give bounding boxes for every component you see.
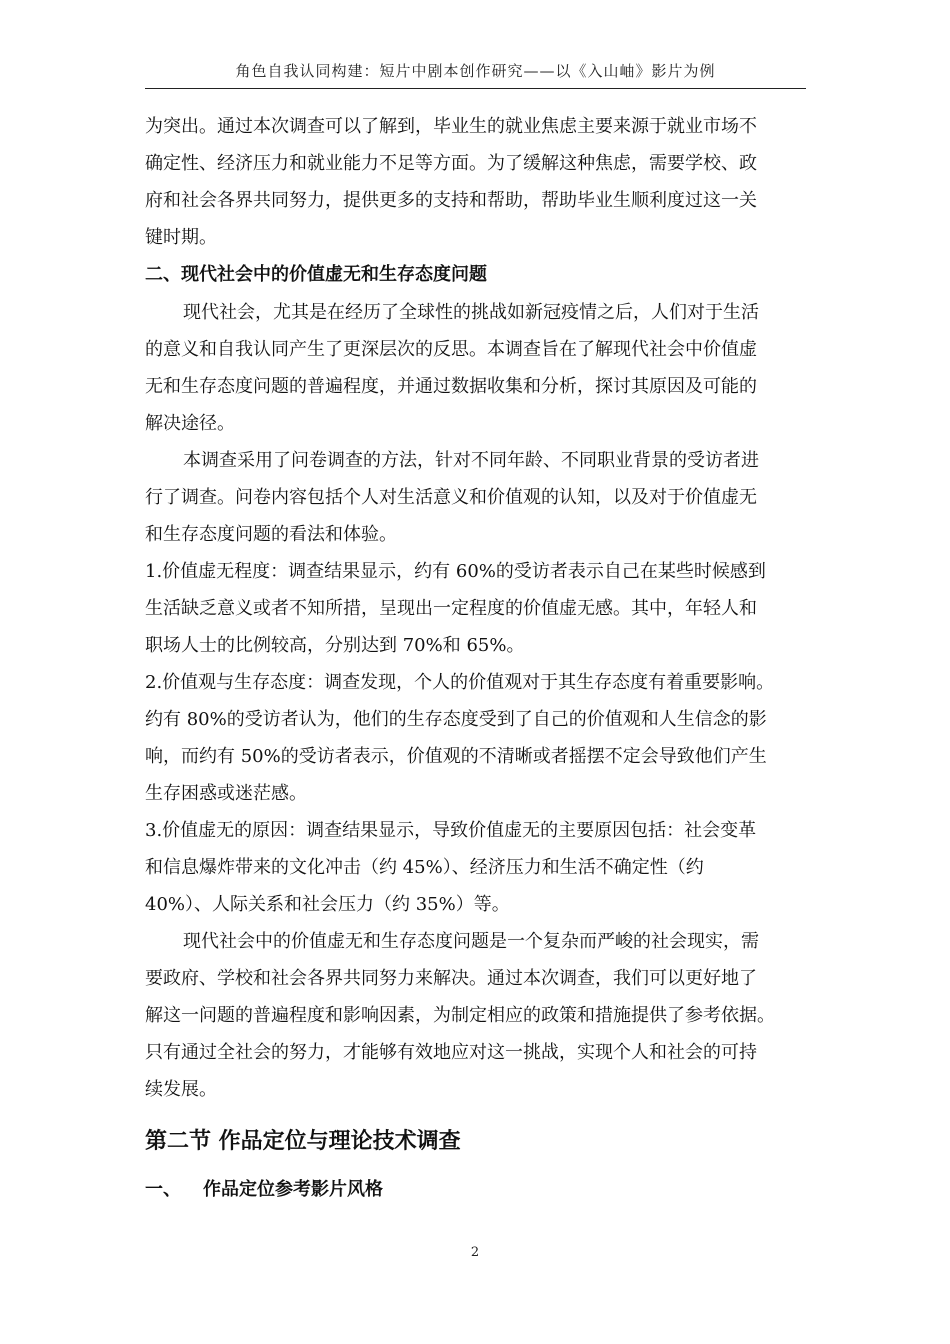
text-line: 生活缺乏意义或者不知所措，呈现出一定程度的价值虚无感。其中，年轻人和 — [145, 598, 757, 619]
list-item-values-attitude — [145, 664, 811, 812]
text-line: 现代社会，尤其是在经历了全球性的挑战如新冠疫情之后，人们对于生活 — [183, 302, 759, 323]
list-item-nihilism-causes — [145, 812, 811, 923]
text-line: 和生存态度问题的看法和体验。 — [145, 524, 397, 545]
paragraph-method — [145, 442, 811, 553]
chapter-section-heading: 第二节 作品定位与理论技术调查 — [145, 1129, 461, 1154]
text-line: 的意义和自我认同产生了更深层次的反思。本调查旨在了解现代社会中价值虚 — [145, 339, 757, 360]
section-heading-value-nihilism: 二、现代社会中的价值虚无和生存态度问题 — [145, 264, 487, 285]
text-line: 职场人士的比例较高，分别达到 70%和 65%。 — [145, 635, 525, 656]
text-line: 响，而约有 50%的受访者表示，价值观的不清晰或者摇摆不定会导致他们产生 — [145, 746, 767, 767]
text-line: 续发展。 — [145, 1079, 217, 1100]
text-line: 无和生存态度问题的普遍程度，并通过数据收集和分析，探讨其原因及可能的 — [145, 376, 757, 397]
subsection-heading — [145, 1175, 811, 1205]
text-line: 解决途径。 — [145, 413, 235, 434]
text-line: 现代社会中的价值虚无和生存态度问题是一个复杂而严峻的社会现实，需 — [183, 931, 759, 952]
subsection-title: 作品定位参考影片风格 — [203, 1179, 383, 1200]
page-number: 2 — [470, 1245, 480, 1260]
text-line: 2.价值观与生存态度：调查发现，个人的价值观对于其生存态度有着重要影响。 — [145, 672, 775, 693]
text-line: 键时期。 — [145, 227, 217, 248]
text-line: 解这一问题的普遍程度和影响因素，为制定相应的政策和措施提供了参考依据。 — [145, 1005, 775, 1026]
subsection-number: 一、 — [145, 1179, 181, 1200]
text-line: 和信息爆炸带来的文化冲击（约 45%）、经济压力和生活不确定性（约 — [145, 857, 704, 878]
text-line: 确定性、经济压力和就业能力不足等方面。为了缓解这种焦虑，需要学校、政 — [145, 153, 757, 174]
paragraph-graduate-anxiety — [145, 108, 811, 256]
text-line: 府和社会各界共同努力，提供更多的支持和帮助，帮助毕业生顺利度过这一关 — [145, 190, 757, 211]
text-line: 要政府、学校和社会各界共同努力来解决。通过本次调查，我们可以更好地了 — [145, 968, 757, 989]
text-line: 约有 80%的受访者认为，他们的生存态度受到了自己的价值观和人生信念的影 — [145, 709, 767, 730]
page-body — [145, 108, 811, 1205]
text-line: 只有通过全社会的努力，才能够有效地应对这一挑战，实现个人和社会的可持 — [145, 1042, 757, 1063]
text-line: 为突出。通过本次调查可以了解到，毕业生的就业焦虑主要来源于就业市场不 — [145, 116, 757, 137]
paragraph-intro — [145, 294, 811, 442]
text-line: 行了调查。问卷内容包括个人对生活意义和价值观的认知，以及对于价值虚无 — [145, 487, 757, 508]
text-line: 1.价值虚无程度：调查结果显示，约有 60%的受访者表示自己在某些时候感到 — [145, 561, 766, 582]
running-header: 角色自我认同构建：短片中剧本创作研究——以《入山岫》影片为例 — [145, 60, 806, 89]
paragraph-conclusion — [145, 923, 811, 1108]
text-line: 生存困惑或迷茫感。 — [145, 783, 307, 804]
list-item-nihilism-degree — [145, 553, 811, 664]
text-line: 3.价值虚无的原因：调查结果显示，导致价值虚无的主要原因包括：社会变革 — [145, 820, 757, 841]
text-line: 40%）、人际关系和社会压力（约 35%）等。 — [145, 894, 510, 915]
text-line: 本调查采用了问卷调查的方法，针对不同年龄、不同职业背景的受访者进 — [183, 450, 759, 471]
